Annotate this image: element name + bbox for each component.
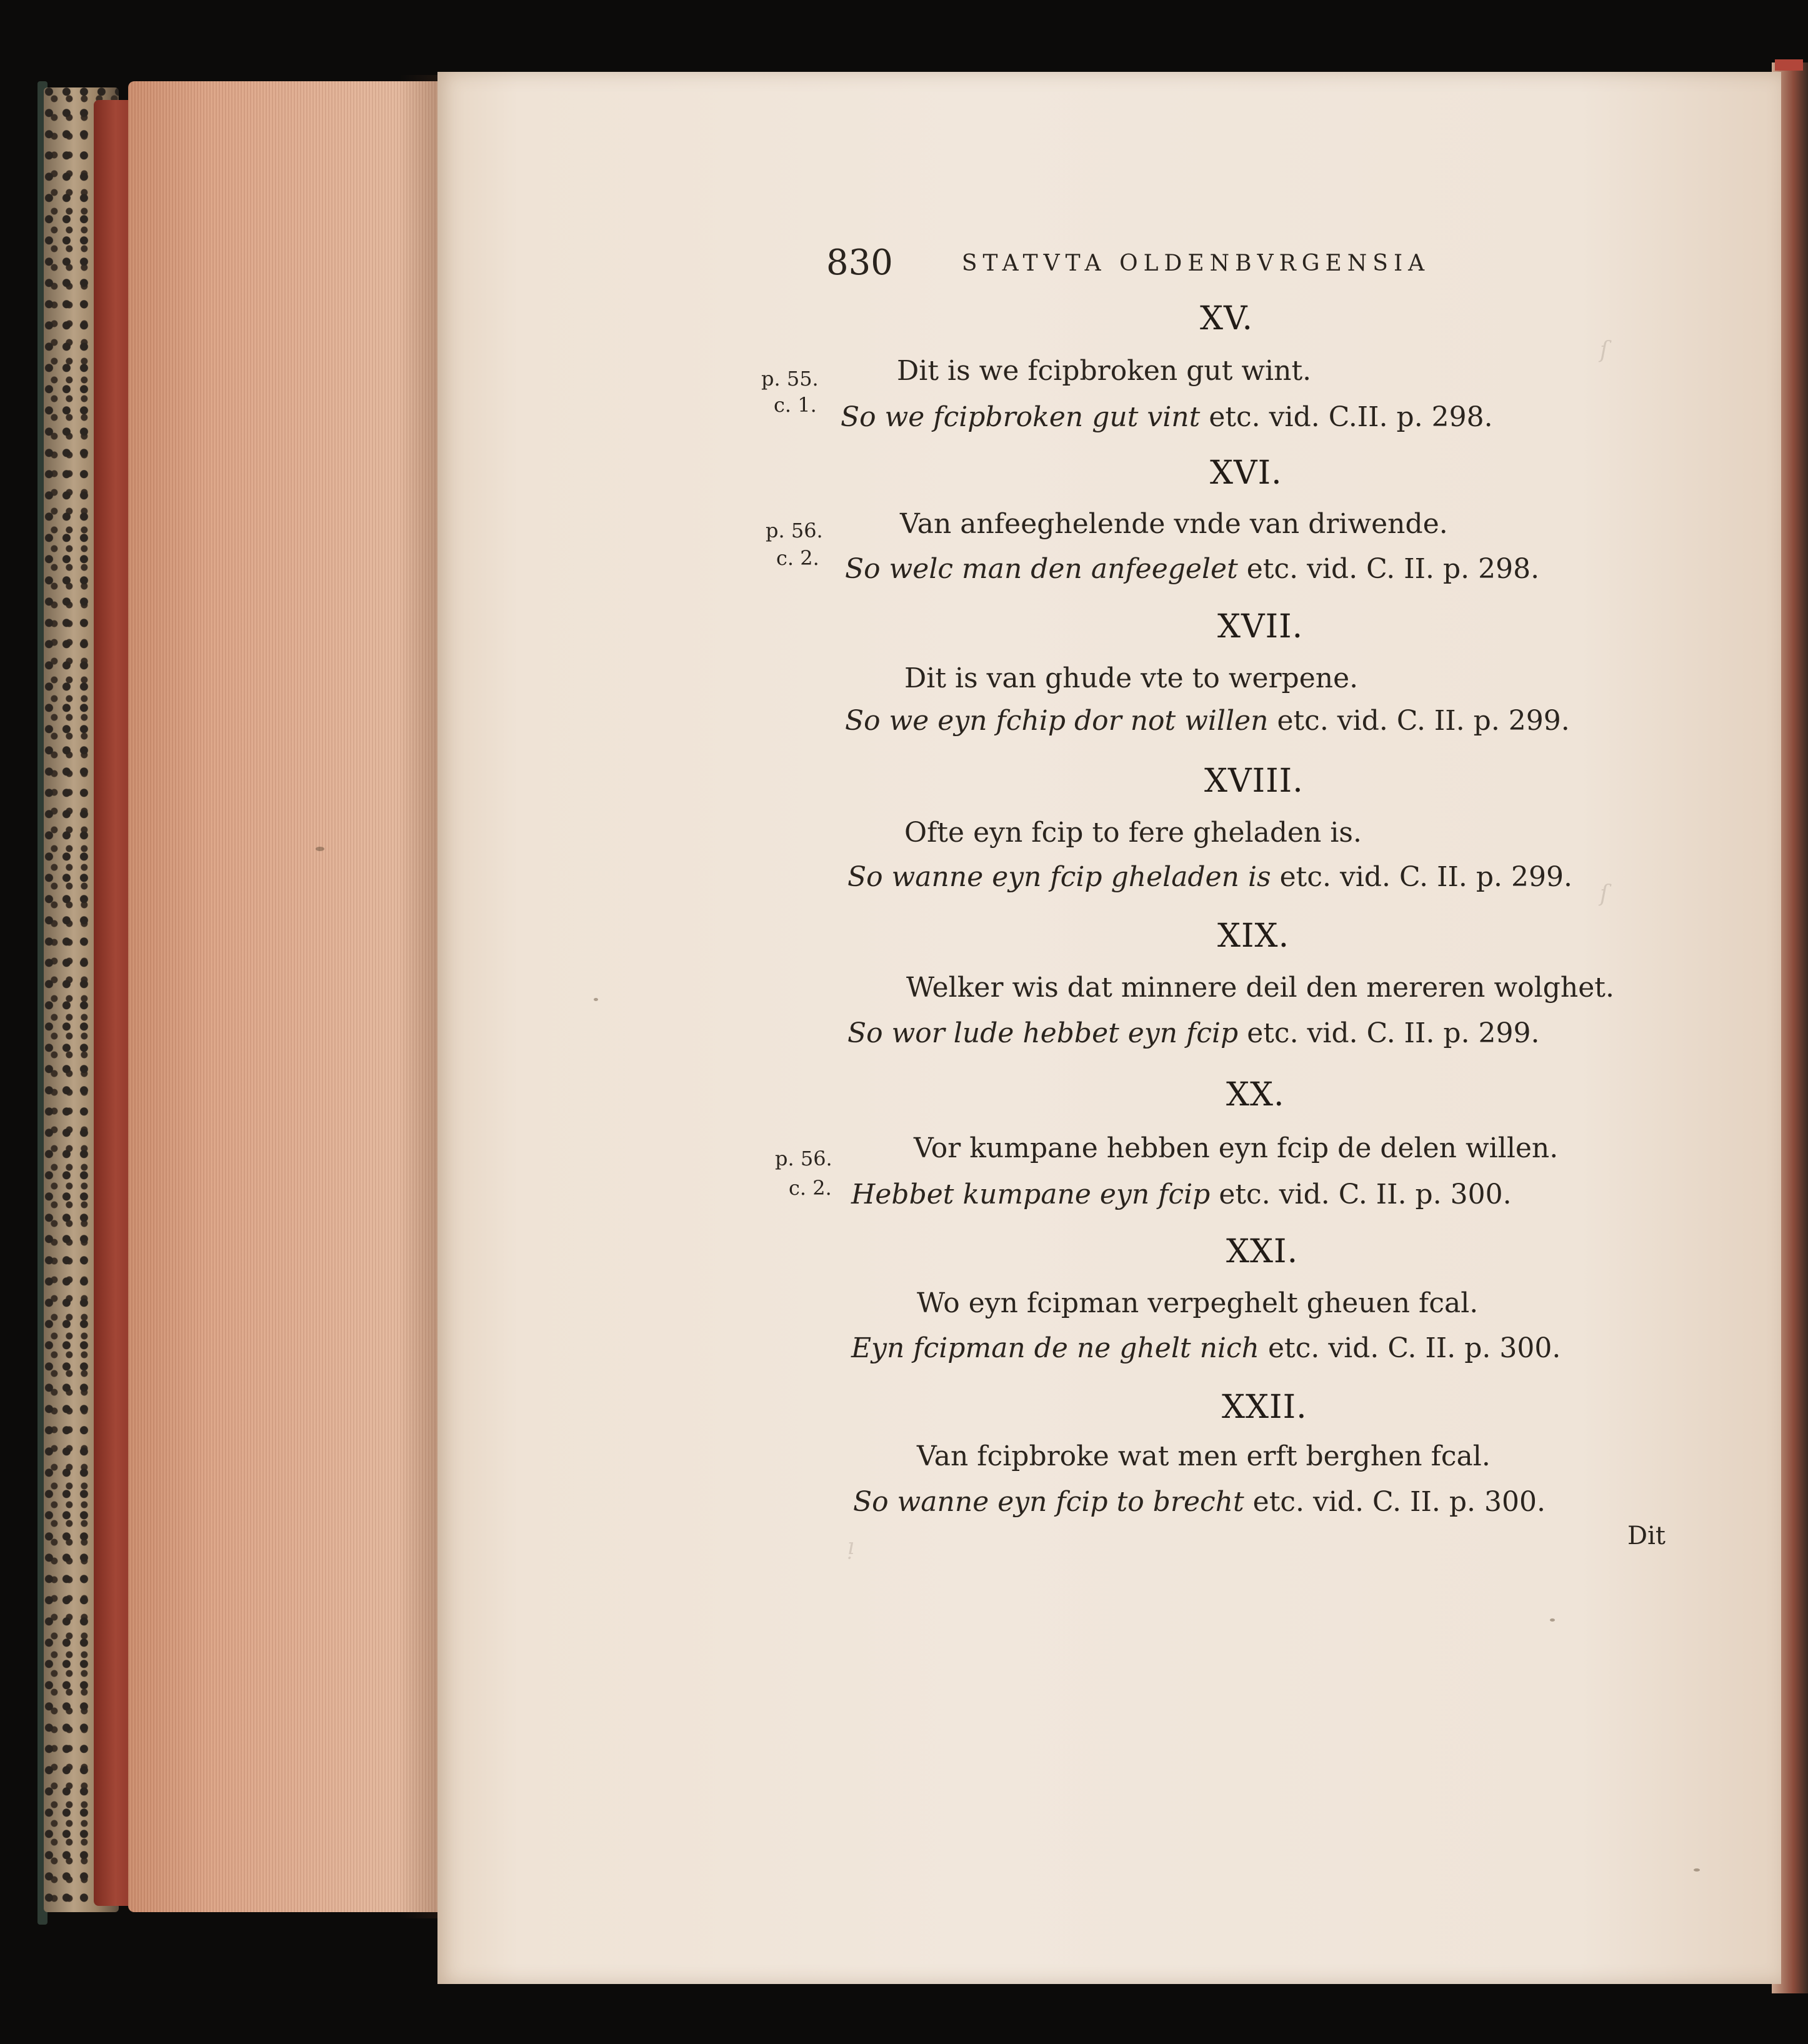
section-numeral: XVIII. bbox=[1204, 762, 1304, 800]
paper-speck bbox=[594, 998, 598, 1001]
reference-citation: etc. vid. C. II. p. 300. bbox=[1267, 1332, 1561, 1364]
reference-incipit: So we eyn fchip dor not willen bbox=[845, 705, 1269, 737]
reference-incipit: So we fcipbroken gut vint bbox=[841, 401, 1201, 433]
section-title: Van fcipbroke wat men erft berghen fcal. bbox=[917, 1440, 1491, 1472]
section-title: Welker wis dat minnere deil den mereren wolghet. bbox=[906, 972, 1614, 1004]
section-reference bbox=[851, 1332, 1561, 1364]
paper-speck bbox=[316, 847, 324, 851]
section-numeral: XVI. bbox=[1210, 454, 1282, 492]
margin-chapter-ref: c. 2. bbox=[776, 546, 819, 570]
reference-citation: etc. vid. C. II. p. 299. bbox=[1279, 861, 1572, 893]
section-reference bbox=[845, 553, 1539, 585]
reference-incipit: Hebbet kumpane eyn fcip bbox=[851, 1179, 1211, 1210]
page-stack-fore-edge bbox=[128, 81, 441, 1912]
reference-incipit: Eyn fcipman de ne ghelt nich bbox=[851, 1332, 1259, 1364]
section-reference bbox=[847, 1017, 1540, 1049]
section-numeral: XIX. bbox=[1217, 917, 1290, 955]
running-head bbox=[826, 242, 1430, 283]
section-numeral: XX. bbox=[1226, 1076, 1285, 1114]
margin-page-ref: p. 56. bbox=[766, 519, 823, 542]
catchword: Dit bbox=[1627, 1522, 1666, 1550]
section-title: Ofte eyn fcip to fere gheladen is. bbox=[904, 817, 1362, 849]
section-title: Dit is van ghude vte to werpene. bbox=[904, 662, 1359, 694]
section-reference bbox=[853, 1486, 1546, 1518]
section-title: Vor kumpane hebben eyn fcip de delen willen. bbox=[914, 1132, 1559, 1164]
section-reference bbox=[851, 1179, 1512, 1210]
show-through: ſ bbox=[1600, 881, 1609, 907]
margin-chapter-ref: c. 2. bbox=[789, 1176, 832, 1200]
paper-speck bbox=[1694, 1868, 1700, 1872]
margin-page-ref: p. 56. bbox=[775, 1147, 832, 1170]
right-red-tip bbox=[1775, 59, 1803, 71]
section-reference bbox=[847, 861, 1572, 893]
section-numeral: XVII. bbox=[1217, 608, 1304, 646]
reference-citation: etc. vid. C. II. p. 299. bbox=[1247, 1017, 1540, 1049]
section-numeral: XXI. bbox=[1226, 1233, 1299, 1270]
section-reference bbox=[845, 705, 1570, 737]
margin-chapter-ref: c. 1. bbox=[774, 393, 817, 417]
show-through: ᴉ bbox=[847, 1534, 854, 1560]
section-title: Van anfeeghelende vnde van driwende. bbox=[900, 508, 1448, 540]
page-number: 830 bbox=[826, 242, 893, 283]
reference-citation: etc. vid. C. II. p. 299. bbox=[1277, 705, 1570, 737]
reference-citation: etc. vid. C. II. p. 298. bbox=[1246, 553, 1540, 585]
reference-incipit: So welc man den anfeegelet bbox=[845, 553, 1238, 585]
paper-speck bbox=[1550, 1618, 1555, 1622]
reference-citation: etc. vid. C. II. p. 300. bbox=[1252, 1486, 1546, 1518]
running-title: STATVTA OLDENBVRGENSIA bbox=[961, 251, 1431, 276]
reference-incipit: So wanne eyn fcip to brecht bbox=[853, 1486, 1244, 1518]
section-reference bbox=[841, 401, 1493, 433]
reference-incipit: So wanne eyn fcip gheladen is bbox=[847, 861, 1271, 893]
margin-page-ref: p. 55. bbox=[761, 367, 819, 391]
section-title: Dit is we fcipbroken gut wint. bbox=[897, 355, 1312, 387]
section-title: Wo eyn fcipman verpeghelt gheuen fcal. bbox=[917, 1287, 1479, 1319]
reference-citation: etc. vid. C. II. p. 300. bbox=[1219, 1179, 1512, 1210]
section-numeral: XXII. bbox=[1222, 1388, 1307, 1426]
reference-citation: etc. vid. C.II. p. 298. bbox=[1209, 401, 1493, 433]
reference-incipit: So wor lude hebbet eyn fcip bbox=[847, 1017, 1239, 1049]
section-numeral: XV. bbox=[1200, 300, 1254, 337]
show-through: ſ bbox=[1600, 337, 1609, 363]
